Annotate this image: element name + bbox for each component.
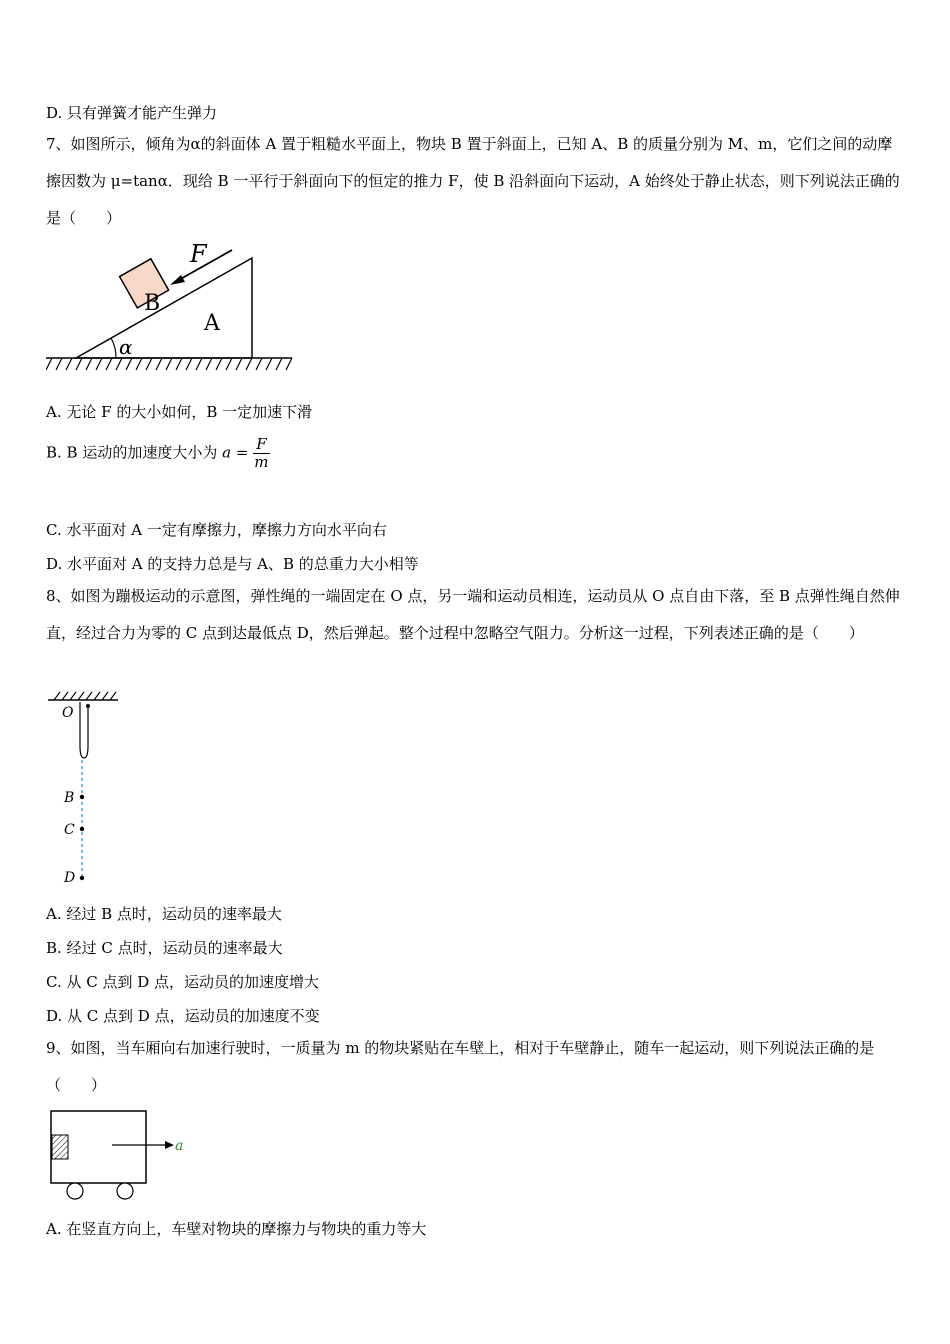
q8-option-d: D. 从 C 点到 D 点，运动员的加速度不变	[46, 1007, 320, 1025]
q9-cart-figure	[46, 1105, 196, 1205]
label-O: O	[62, 705, 74, 721]
q7-formula-numerator: F	[253, 436, 269, 454]
label-A: A	[204, 311, 220, 336]
label-alpha: α	[119, 335, 133, 359]
incline-A	[76, 258, 252, 358]
force-arrowhead	[170, 275, 185, 285]
q7-option-c: C. 水平面对 A 一定有摩擦力，摩擦力方向水平向右	[46, 521, 387, 539]
point-D	[80, 876, 84, 880]
rope-loop	[80, 702, 88, 758]
ceiling-hatching	[54, 692, 116, 700]
q6-option-d: D. 只有弹簧才能产生弹力	[46, 104, 218, 122]
q8-option-c: C. 从 C 点到 D 点，运动员的加速度增大	[46, 973, 320, 991]
wheel-right	[117, 1183, 133, 1199]
q7-formula-lhs: a =	[222, 443, 249, 462]
q8-bungee-figure	[46, 688, 126, 888]
q7-option-b-text: B. B 运动的加速度大小为	[46, 443, 218, 462]
point-B	[80, 795, 84, 799]
label-C: C	[64, 822, 75, 838]
q7-option-b	[46, 436, 270, 471]
q7-formula-denominator: m	[254, 453, 269, 471]
block-m	[52, 1135, 68, 1159]
q7-formula-fraction	[253, 436, 269, 471]
label-B: B	[64, 790, 75, 806]
q7-stem: 7、如图所示，倾角为α的斜面体 A 置于粗糙水平面上，物块 B 置于斜面上，已知 A、B 的质量分别为 M、m，它们之间的动摩擦因数为 μ=tanα．现给 B 一平行于斜面向下的恒定的推力 F，使 B 沿斜面向下运动，A 始终处于静止状态，则下列说法正确的是（ ）	[46, 135, 900, 227]
ground-hatching	[46, 358, 292, 370]
point-O	[86, 704, 90, 708]
q7-option-a: A. 无论 F 的大小如何，B 一定加速下滑	[46, 403, 313, 421]
label-a: a	[175, 1138, 184, 1154]
angle-arc	[111, 338, 116, 358]
q7-option-d: D. 水平面对 A 的支持力总是与 A、B 的总重力大小相等	[46, 555, 419, 573]
q9-stem: 9、如图，当车厢向右加速行驶时，一质量为 m 的物块紧贴在车壁上，相对于车壁静止，随车一起运动，则下列说法正确的是（ ）	[46, 1039, 875, 1094]
q8-stem: 8、如图为蹦极运动的示意图，弹性绳的一端固定在 O 点，另一端和运动员相连，运动员从 O 点自由下落，至 B 点弹性绳自然伸直，经过合力为零的 C 点到达最低点 D，然后弹起。整个过程中忽略空气阻力。分析这一过程，下列表述正确的是（ ）	[46, 587, 900, 642]
q8-option-b: B. 经过 C 点时，运动员的速率最大	[46, 939, 283, 957]
q9-option-a: A. 在竖直方向上，车壁对物块的摩擦力与物块的重力等大	[46, 1220, 427, 1238]
point-C	[80, 827, 84, 831]
wheel-left	[67, 1183, 83, 1199]
q7-incline-figure	[46, 240, 296, 375]
acceleration-arrowhead	[165, 1141, 174, 1149]
q8-option-a: A. 经过 B 点时，运动员的速率最大	[46, 905, 282, 923]
label-D: D	[64, 870, 76, 886]
label-B: B	[144, 291, 161, 316]
label-F: F	[190, 240, 207, 268]
